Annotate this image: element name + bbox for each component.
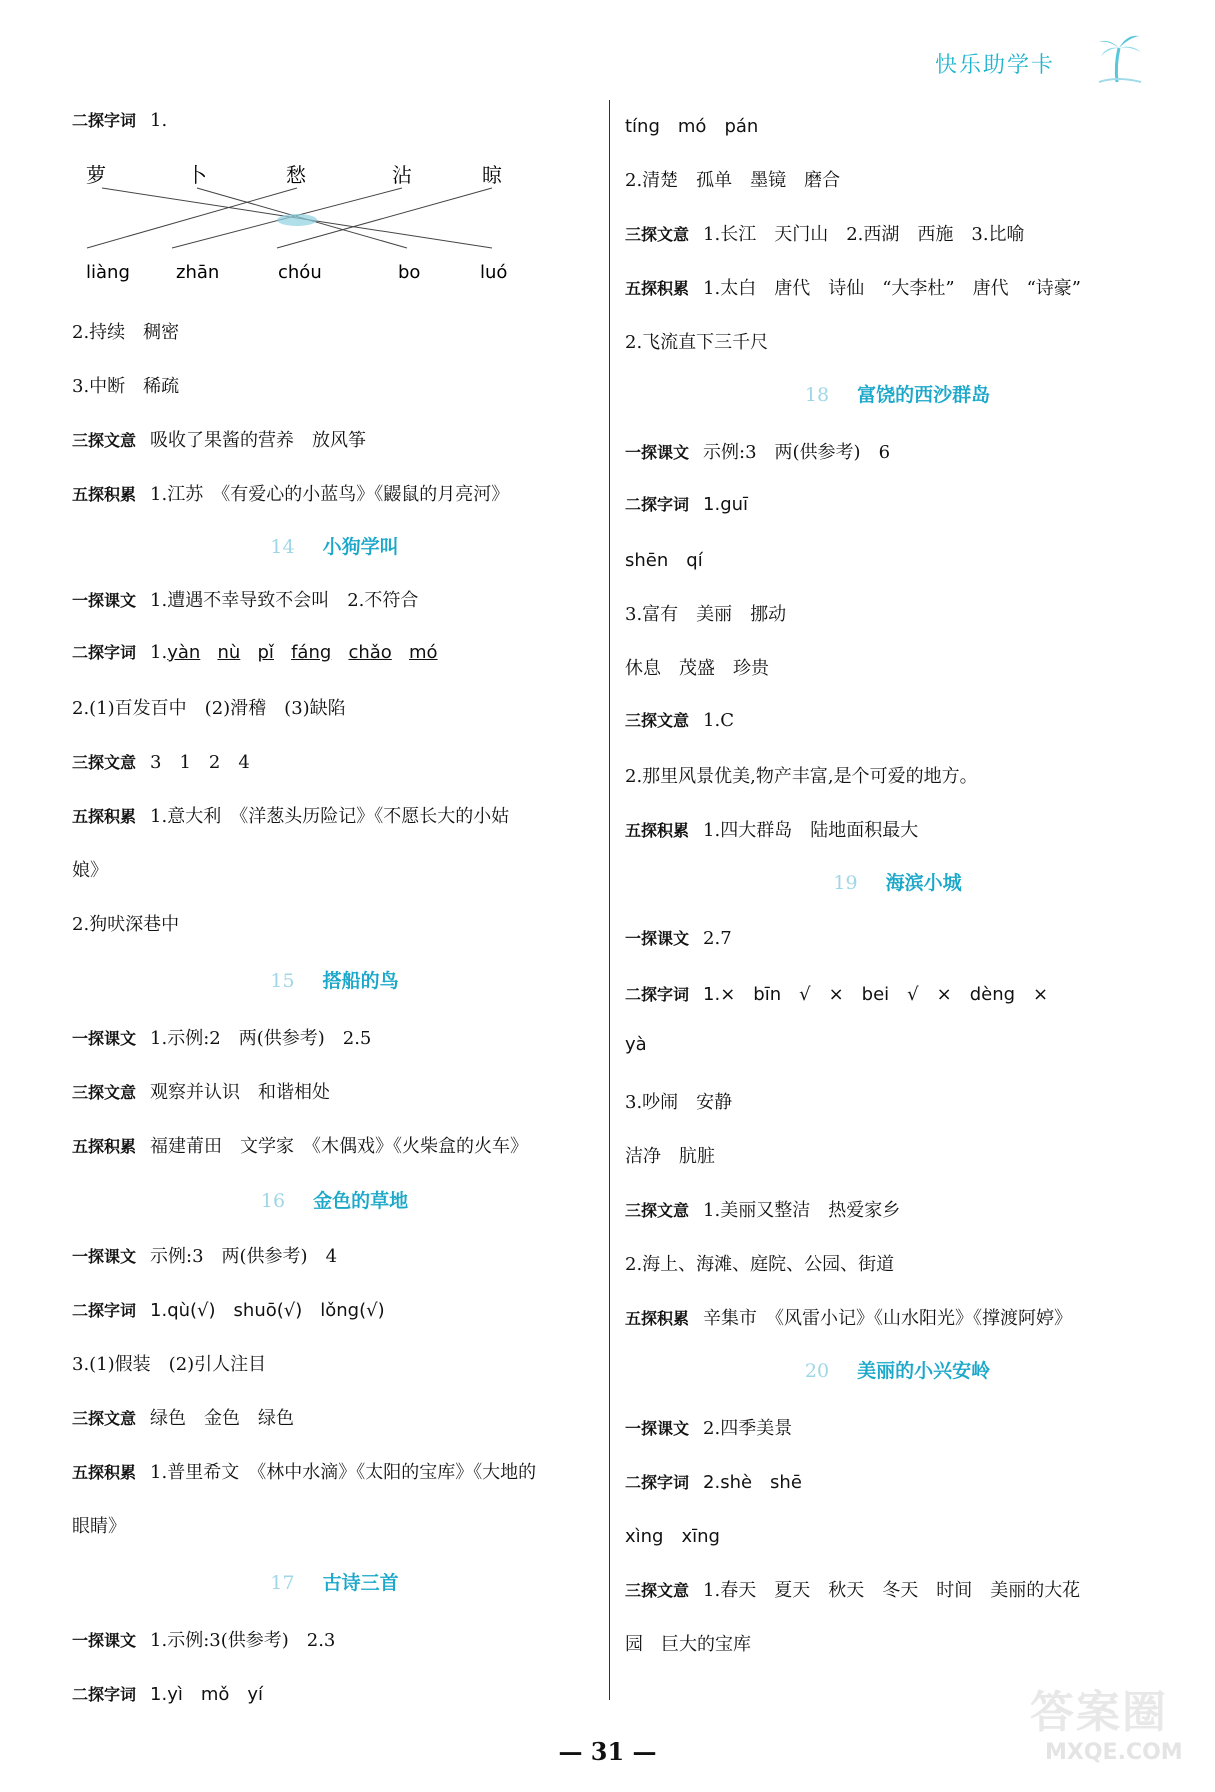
pinyin-answer: yàn <box>167 642 201 663</box>
answer-text: 2.7 <box>703 928 732 949</box>
answer-text: 1. <box>150 642 168 663</box>
section-label: 二探字词 <box>625 985 690 1004</box>
answer-text: 1.C <box>703 710 734 731</box>
answer-line <box>72 802 509 828</box>
match-pinyin: liàng <box>86 262 130 283</box>
section-label: 二探字词 <box>625 495 690 514</box>
answer-line <box>72 426 366 452</box>
section-label: 三探文意 <box>625 225 690 244</box>
section-label: 二探字词 <box>72 111 137 130</box>
section-label: 一探课文 <box>72 1029 137 1048</box>
answer-line: 3.富有 美丽 挪动 <box>625 604 787 625</box>
answer-line <box>625 926 732 949</box>
answer-line: 2.飞流直下三千尺 <box>625 332 769 353</box>
answer-text: 1.qù(√) shuō(√) lǒng(√) <box>150 1300 385 1321</box>
lesson-title: 金色的草地 <box>313 1190 409 1212</box>
answer-line: 3.中断 稀疏 <box>72 376 180 397</box>
answer-line <box>625 1576 1080 1602</box>
lesson-title: 搭船的鸟 <box>322 970 399 992</box>
section-label: 三探文意 <box>625 711 690 730</box>
match-pinyin: bo <box>398 262 421 283</box>
answer-text: 1.guī <box>703 494 749 515</box>
lesson-heading <box>72 1186 597 1213</box>
answer-text: 1.长江 天门山 2.西湖 西施 3.比喻 <box>703 224 1025 245</box>
section-label: 五探积累 <box>72 485 137 504</box>
answer-text: 示例:3 两(供参考) 6 <box>703 442 891 463</box>
answer-line <box>72 480 509 506</box>
answer-text: 1.江苏 《有爱心的小蓝鸟》《鼹鼠的月亮河》 <box>150 484 510 505</box>
lesson-heading <box>72 532 597 559</box>
lesson-number: 17 <box>270 1572 295 1594</box>
answer-line <box>625 708 734 731</box>
answer-line: 2.狗吠深巷中 <box>72 914 180 935</box>
answer-text: 1.yì mǒ yí <box>150 1684 264 1705</box>
lesson-number: 16 <box>260 1190 286 1212</box>
answer-line: 园 巨大的宝库 <box>625 1634 751 1655</box>
answer-text: 1.× bīn √ × bei √ × dèng × <box>703 984 1049 1005</box>
answer-text: 2.四季美景 <box>703 1418 793 1439</box>
section-label: 二探字词 <box>72 1301 137 1320</box>
section-label: 三探文意 <box>72 753 137 772</box>
answer-line <box>625 1304 1072 1330</box>
pinyin-answer: mó <box>408 642 438 663</box>
answer-line: 娘》 <box>72 860 108 881</box>
answer-text: 3 1 2 4 <box>150 752 250 773</box>
answer-line: shēn qí <box>625 550 703 571</box>
answer-line <box>72 1680 263 1706</box>
pinyin-answer: nù <box>217 642 241 663</box>
answer-text: 福建莆田 文学家 《木偶戏》《火柴盒的火车》 <box>150 1136 529 1157</box>
answer-line <box>625 1414 792 1440</box>
watermark-logo: 答案圈 <box>1030 1687 1168 1738</box>
answer-line: 3.吵闹 安静 <box>625 1092 733 1113</box>
section-label: 一探课文 <box>72 1247 137 1266</box>
answer-text: 2.shè shē <box>703 1472 802 1493</box>
section-label: 一探课文 <box>625 929 690 948</box>
section-label: 五探积累 <box>72 1463 137 1482</box>
answer-line <box>625 492 748 515</box>
section-label: 三探文意 <box>625 1581 690 1600</box>
answer-line <box>625 1468 802 1494</box>
answer-line <box>625 274 1081 300</box>
answer-text: 1.太白 唐代 诗仙 “大李杜” 唐代 “诗豪” <box>703 278 1081 299</box>
match-pinyin: luó <box>480 262 508 283</box>
answer-line <box>625 220 1025 246</box>
lesson-heading <box>72 1568 597 1595</box>
answer-line: yà <box>625 1034 647 1055</box>
answer-text: 1.美丽又整洁 热爱家乡 <box>703 1200 901 1221</box>
section-label: 三探文意 <box>72 1409 137 1428</box>
answer-line <box>72 1626 335 1652</box>
lesson-title: 小狗学叫 <box>322 536 399 558</box>
answer-text: 1.四大群岛 陆地面积最大 <box>703 820 919 841</box>
lesson-title: 海滨小城 <box>885 872 962 894</box>
answer-text: 1.示例:2 两(供参考) 2.5 <box>150 1028 372 1049</box>
section-label: 五探积累 <box>625 279 690 298</box>
lesson-title: 古诗三首 <box>322 1572 399 1594</box>
pinyin-answer: fáng <box>291 642 332 663</box>
answer-text: 辛集市 《风雷小记》《山水阳光》《撑渡阿婷》 <box>703 1308 1073 1329</box>
answer-line: xìng xīng <box>625 1526 720 1547</box>
answer-line: 2.清楚 孤单 墨镜 磨合 <box>625 170 841 191</box>
answer-line <box>72 1404 294 1430</box>
answer-line <box>625 438 890 464</box>
palm-tree-icon <box>1095 30 1145 85</box>
answer-line <box>625 980 1048 1006</box>
section-label: 二探字词 <box>625 1473 690 1492</box>
lesson-number: 20 <box>804 1360 830 1382</box>
match-char: 萝 <box>86 163 106 187</box>
match-char: 卜 <box>187 163 207 187</box>
answer-line <box>72 108 167 131</box>
answer-text: 绿色 金色 绿色 <box>150 1408 295 1429</box>
section-label: 一探课文 <box>72 1631 137 1650</box>
answer-text: 1. <box>150 110 168 131</box>
lesson-number: 14 <box>270 536 295 558</box>
section-label: 三探文意 <box>72 1083 137 1102</box>
answer-text: 示例:3 两(供参考) 4 <box>150 1246 338 1267</box>
answer-line <box>72 748 250 774</box>
section-label: 五探积累 <box>625 821 690 840</box>
answer-line: 眼睛》 <box>72 1516 126 1537</box>
answer-line <box>72 1242 337 1268</box>
section-label: 一探课文 <box>625 443 690 462</box>
lesson-heading <box>625 1356 1170 1383</box>
section-label: 五探积累 <box>72 1137 137 1156</box>
answer-text: 1.遭遇不幸导致不会叫 2.不符合 <box>150 590 419 611</box>
section-label: 三探文意 <box>72 431 137 450</box>
match-char: 沾 <box>392 163 412 187</box>
answer-line: 洁净 肮脏 <box>625 1146 715 1167</box>
answer-line: tíng mó pán <box>625 116 759 137</box>
column-divider <box>609 100 610 1700</box>
matching-diagram <box>72 160 532 290</box>
header-title: 快乐助学卡 <box>935 53 1056 78</box>
answer-text: 1.普里希文 《林中水滴》《太阳的宝库》《大地的 <box>150 1462 537 1483</box>
answer-line <box>72 1132 528 1158</box>
answer-line <box>72 1078 330 1104</box>
answer-line <box>72 640 438 663</box>
answer-text: 吸收了果酱的营养 放风筝 <box>150 430 367 451</box>
section-label: 三探文意 <box>625 1201 690 1220</box>
pinyin-answer: chǎo <box>348 642 392 663</box>
answer-line: 2.那里风景优美,物产丰富,是个可爱的地方。 <box>625 766 978 787</box>
match-pinyin: zhān <box>176 262 220 283</box>
answer-line: 休息 茂盛 珍贵 <box>625 658 769 679</box>
lesson-heading <box>625 380 1170 407</box>
answer-text: 1.春天 夏天 秋天 冬天 时间 美丽的大花 <box>703 1580 1081 1601</box>
pinyin-answer: pǐ <box>257 642 274 663</box>
answer-line <box>72 1296 385 1322</box>
answer-line: 2.海上、海滩、庭院、公园、街道 <box>625 1254 895 1275</box>
answer-line: 2.持续 稠密 <box>72 322 180 343</box>
lesson-heading <box>72 966 597 993</box>
match-char: 愁 <box>286 163 306 187</box>
answer-text: 1.意大利 《洋葱头历险记》《不愿长大的小姑 <box>150 806 510 827</box>
lesson-number: 19 <box>833 872 858 894</box>
section-label: 一探课文 <box>625 1419 690 1438</box>
section-label: 五探积累 <box>625 1309 690 1328</box>
answer-line <box>72 1458 536 1484</box>
answer-line <box>72 586 418 612</box>
section-label: 一探课文 <box>72 591 137 610</box>
answer-line: 2.(1)百发百中 (2)滑稽 (3)缺陷 <box>72 698 346 719</box>
section-label: 二探字词 <box>72 1685 137 1704</box>
lesson-number: 15 <box>270 970 295 992</box>
lesson-title: 富饶的西沙群岛 <box>857 384 991 406</box>
lesson-heading <box>625 868 1170 895</box>
match-pinyin: chóu <box>278 262 322 283</box>
match-char: 晾 <box>482 163 502 187</box>
watermark-url: MXQE.COM <box>1045 1740 1183 1765</box>
lesson-title: 美丽的小兴安岭 <box>857 1360 991 1382</box>
section-label: 二探字词 <box>72 643 137 662</box>
answer-text: 1.示例:3(供参考) 2.3 <box>150 1630 336 1651</box>
section-label: 五探积累 <box>72 807 137 826</box>
lesson-number: 18 <box>804 384 830 406</box>
answer-line <box>72 1024 371 1050</box>
answer-line: 3.(1)假装 (2)引人注目 <box>72 1354 267 1375</box>
page-number: — 31 — <box>558 1737 657 1766</box>
answer-text: 观察并认识 和谐相处 <box>150 1082 331 1103</box>
answer-line <box>625 816 918 842</box>
answer-line <box>625 1196 900 1222</box>
